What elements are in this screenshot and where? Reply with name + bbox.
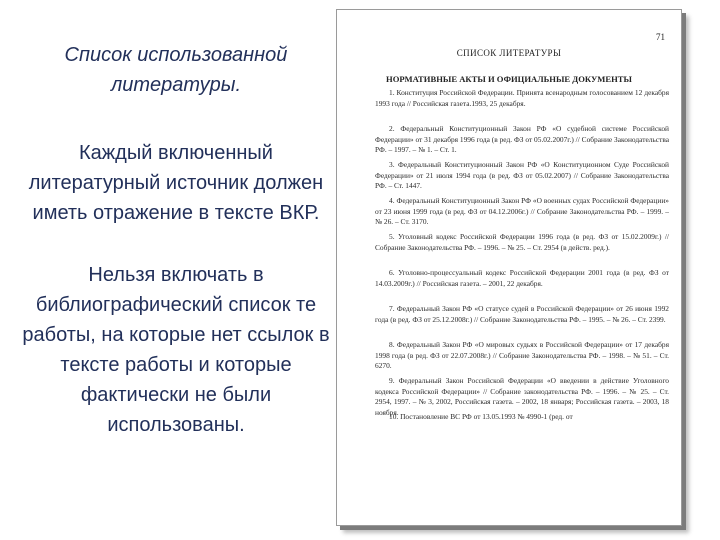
reference-entry: 1. Конституция Российской Федерации. Принята всенародным голосованием 12 декабря 1993 года // Российская газета.1993, 25 декабря. <box>375 88 669 108</box>
page-number: 71 <box>656 32 665 42</box>
reference-entry: 4. Федеральный Конституционный Закон РФ «О военных судах Российской Федерации» от 23 июня 1999 года (в ред. ФЗ от 04.12.2006г.) // Собрание Законодательства РФ. – 1999. – № 26. – Ст. 3170. <box>375 196 669 226</box>
slide-paragraph-2: Нельзя включать в библиографический список те работы, на которые нет ссылок в тексте работы и которые фактически не были использованы. <box>22 264 330 436</box>
reference-entry: 6. Уголовно-процессуальный кодекс Российской Федерации 2001 года (в ред. ФЗ от 14.03.2009г.) // Российская газета. – 2001, 22 декабря. <box>375 268 669 288</box>
reference-entry: 7. Федеральный Закон РФ «О статусе судей в Российской Федерации» от 26 июня 1992 года (в ред. ФЗ от 25.12.2008г.) // Собрание Законодательства РФ. – 1995. – № 26. – Ст. 2399. <box>375 304 669 324</box>
document-title: СПИСОК ЛИТЕРАТУРЫ <box>456 48 562 58</box>
slide-text-panel <box>20 40 332 472</box>
reference-entry: 2. Федеральный Конституционный Закон РФ «О судебной системе Российской Федерации» от 31 декабря 1996 года (в ред. ФЗ от 05.02.2007г.) // Собрание Законодательства РФ. – 1997. – № 1. – Ст. 1. <box>375 124 669 154</box>
slide-paragraph-1: Каждый включенный литературный источник должен иметь отражение в тексте ВКР. <box>28 142 324 224</box>
slide-subtitle: Список использованной литературы. <box>64 44 288 96</box>
section-heading: НОРМАТИВНЫЕ АКТЫ И ОФИЦИАЛЬНЫЕ ДОКУМЕНТЫ <box>386 74 632 84</box>
document-page-image <box>336 9 682 526</box>
reference-list <box>375 88 669 429</box>
reference-entry: 3. Федеральный Конституционный Закон РФ «О Конституционном Суде Российской Федерации» от 21 июля 1994 года (в ред. ФЗ от 05.02.2007) // Собрание Законодательства РФ. – Ст. 1447. <box>375 160 669 190</box>
reference-entry: 8. Федеральный Закон РФ «О мировых судьях в Российской Федерации» от 17 декабря 1998 года (в ред. ФЗ от 22.07.2008г.) // Собрание Законодательства РФ. – 1998. – № 51. – Ст. 6270. <box>375 340 669 370</box>
reference-entry: 5. Уголовный кодекс Российской Федерации 1996 года (в ред. ФЗ от 15.02.2009г.) // Собрание Законодательства РФ. – 1996. – № 25. – Ст. 2954 (в действ. ред.). <box>375 232 669 252</box>
reference-entry: 10. Постановление ВС РФ от 13.05.1993 № 4990-1 (ред. от <box>389 412 573 421</box>
reference-entry: 9. Федеральный Закон Российской Федерации «О введении в действие Уголовного кодекса Российской Федерации» // Собрание законодательства РФ. – 1996. – № 25. – Ст. 2954, 1997. – № 3, 2002, Российская газета. – 2002, 18 января; Российская газета. – 2003, 18 ноября. <box>375 376 669 417</box>
